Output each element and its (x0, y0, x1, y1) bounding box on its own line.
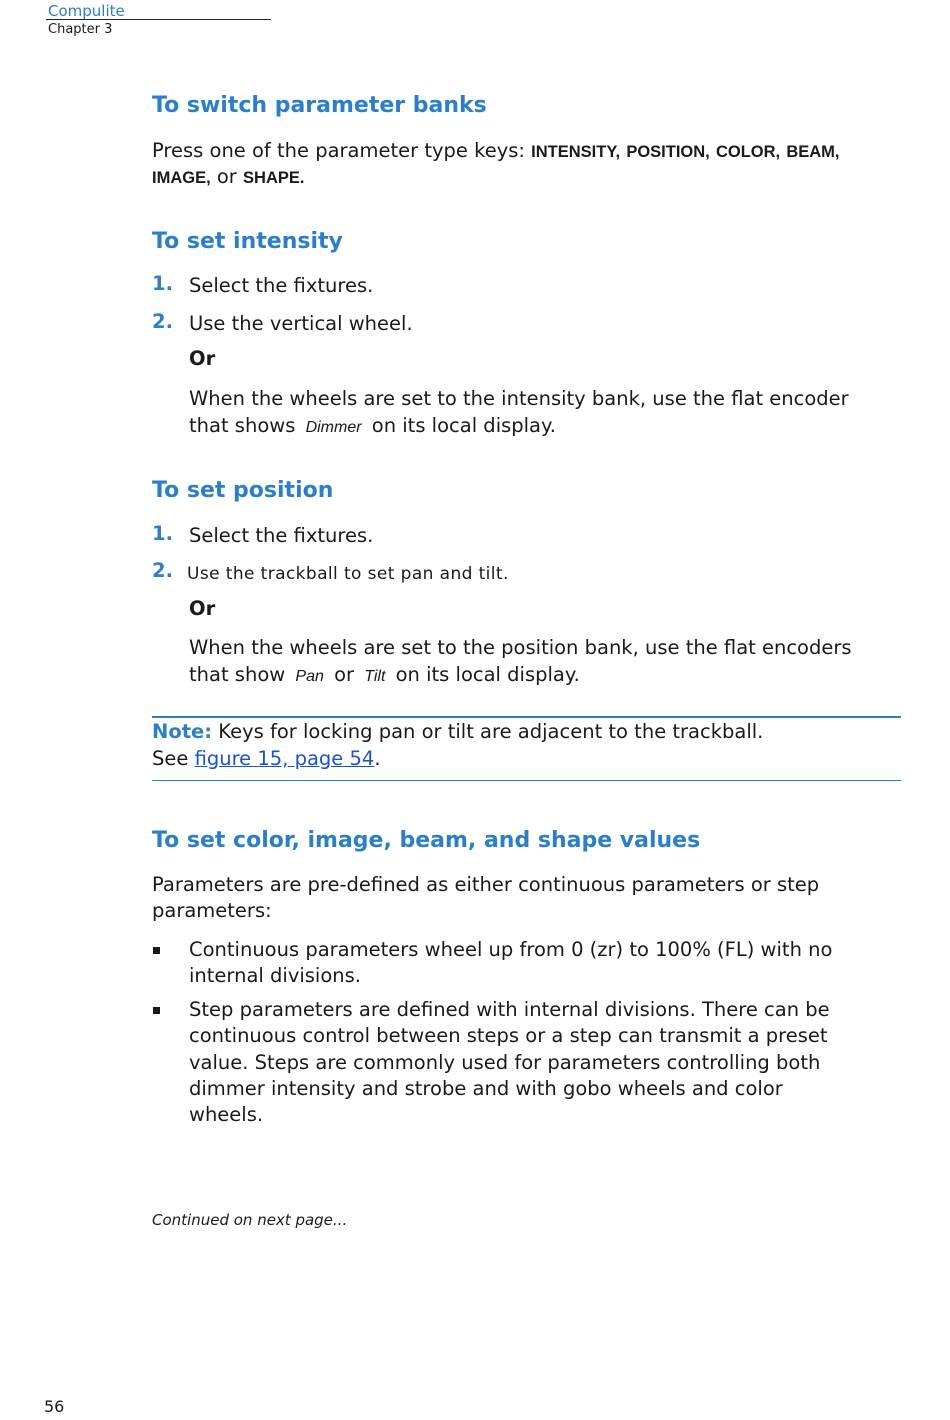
note-line-2 (152, 745, 381, 772)
header-brand: Compulite (48, 2, 125, 20)
position-alt-line-1: When the wheels are set to the position bank, use the flat encoders (189, 636, 852, 659)
intensity-step-2-number: 2. (152, 310, 173, 333)
header-rule (46, 19, 271, 20)
key-intensity: INTENSITY, (531, 143, 621, 161)
heading-intensity: To set intensity (152, 229, 343, 254)
position-step-2-number: 2. (152, 559, 173, 582)
note-end: . (374, 747, 381, 770)
intensity-step-1-number: 1. (152, 272, 173, 295)
note-label: Note: (152, 720, 213, 743)
switch-banks-line-2 (152, 163, 304, 192)
position-alt-pre: that show (189, 663, 286, 686)
key-shape: SHAPE. (243, 169, 305, 187)
bullet-marker (153, 1007, 160, 1014)
position-alt-mid: or (334, 663, 355, 686)
position-step-2-text: Use the trackball to set pan and tilt. (187, 564, 509, 584)
header-chapter: Chapter 3 (48, 22, 113, 37)
page-number: 56 (44, 1397, 65, 1416)
bullet-1-line-1: Continuous parameters wheel up from 0 (zr) to 100% (FL) with no (189, 938, 833, 961)
bullet-2-line-5: wheels. (189, 1103, 264, 1126)
display-dimmer: Dimmer (305, 419, 362, 436)
note-rule-bottom (152, 780, 901, 781)
switch-banks-intro: Press one of the parameter type keys: (152, 139, 525, 162)
position-alt-line-2 (189, 661, 580, 690)
intensity-alt-line-1: When the wheels are set to the intensity bank, use the flat encoder (189, 387, 849, 410)
bullet-1-line-2: internal divisions. (189, 964, 361, 987)
intensity-alt-pre: that shows (189, 414, 296, 437)
key-position: POSITION, (626, 143, 710, 161)
continued-note: Continued on next page... (152, 1211, 348, 1229)
values-intro-line-1: Parameters are pre-defined as either continuous parameters or step (152, 873, 820, 896)
display-tilt: Tilt (364, 668, 386, 685)
intensity-alt-post: on its local display. (371, 414, 556, 437)
key-color: COLOR, (715, 143, 781, 161)
position-alt-post: on its local display. (395, 663, 580, 686)
intensity-alt-line-2 (189, 412, 556, 441)
bullet-2-line-1: Step parameters are defined with internal divisions. There can be (189, 998, 830, 1021)
note-see: See (152, 747, 189, 770)
heading-values: To set color, image, beam, and shape values (152, 828, 701, 853)
position-step-1-number: 1. (152, 522, 173, 545)
display-pan: Pan (295, 668, 324, 685)
position-or: Or (189, 597, 216, 620)
note-text: Keys for locking pan or tilt are adjacent to the trackball. (218, 720, 764, 743)
key-image: IMAGE, (152, 169, 211, 187)
values-intro-line-2: parameters: (152, 899, 272, 922)
bullet-2-line-3: value. Steps are commonly used for parameters controlling both (189, 1051, 821, 1074)
heading-switch-banks: To switch parameter banks (152, 93, 487, 118)
bullet-marker (153, 947, 160, 954)
position-step-1-text: Select the fixtures. (189, 524, 374, 547)
intensity-or: Or (189, 347, 216, 370)
bullet-2-line-2: continuous control between steps or a step can transmit a preset (189, 1024, 828, 1047)
heading-position: To set position (152, 478, 334, 503)
intensity-step-2-text: Use the vertical wheel. (189, 312, 413, 335)
switch-banks-or: or (216, 165, 237, 188)
intensity-step-1-text: Select the fixtures. (189, 274, 374, 297)
figure-link[interactable]: figure 15, page 54 (194, 747, 375, 770)
bullet-2-line-4: dimmer intensity and strobe and with gobo wheels and color (189, 1077, 783, 1100)
key-beam: BEAM, (786, 143, 840, 161)
switch-banks-line-1 (152, 137, 840, 166)
note-line-1 (152, 718, 763, 745)
